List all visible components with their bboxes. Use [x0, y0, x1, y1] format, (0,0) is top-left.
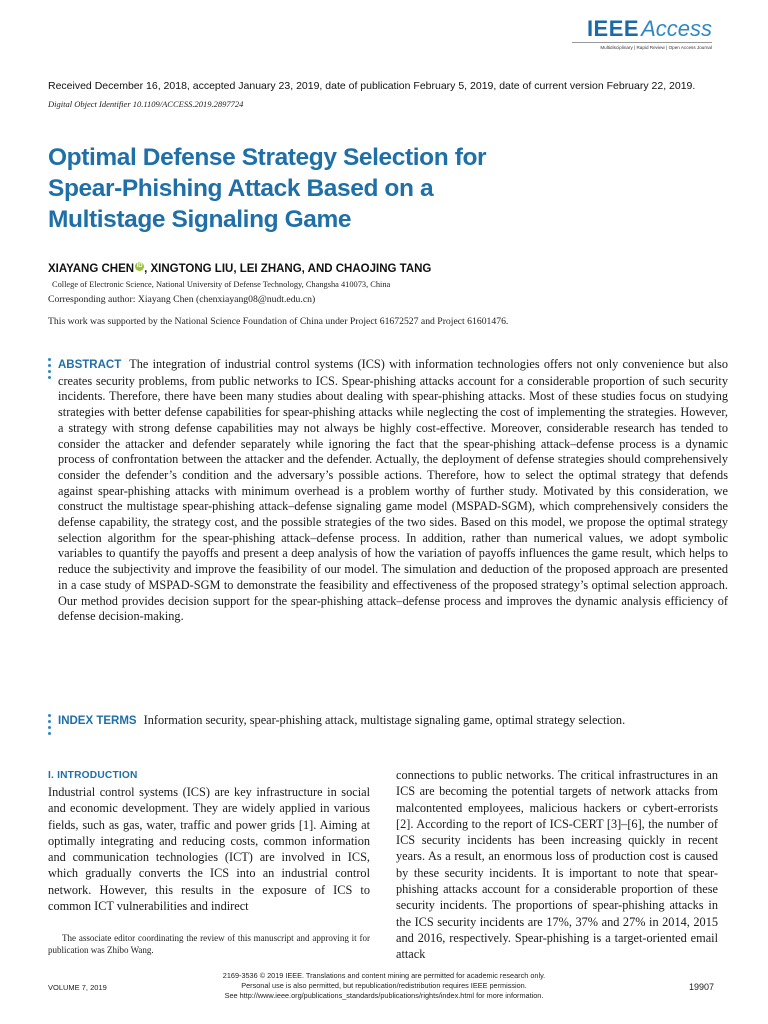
logo-tagline: Multidisciplinary | Rapid Review | Open Access Journal	[600, 45, 712, 50]
affiliation: College of Electronic Science, National University of Defense Technology, Changsha 410073, China	[52, 280, 391, 289]
logo-ieee-text: IEEE	[586, 16, 640, 41]
publication-dates: Received December 16, 2018, accepted January 23, 2019, date of publication February 5, 2019, date of current version February 22, 2019.	[48, 80, 696, 92]
abstract-label: ABSTRACT	[58, 359, 122, 371]
paper-title	[48, 142, 568, 235]
abstract-text: The integration of industrial control systems (ICS) with information technologies offers not only convenience but also creates security problems, from public networks to ICS. Spear-phishing attacks account for a considerable proportion of such security incidents. Therefore, there have been many studies about dealing with spear-phishing attacks. Most of these studies focus on studying strategies with better defense capabilities for spear-phishing attacks while neglecting the cost of implementing the strategies. However, a strategy with strong defense capabilities may not always be highly cost-effective. Moreover, considerable research has tended to consider the attacker and defender separately while ignoring the fact that the spear-phishing attack–defense process is a dynamic process of confrontation between the attacker and the defender. Actually, the deployment of defense strategies should comprehensively consider the defender’s condition and the adversary’s possible actions. Therefore, how to select the optimal strategy that defends against spear-phishing attacks with minimum overhead is a problem worthy of further study. Motivated by this consideration, we construct the multistage spear-phishing attack–defense signaling game model (MSPAD-SGM), which comprehensively considers the defense capability, the strategy cost, and the possible strategies of the two sides. Based on this model, we propose the optimal strategy selection algorithm for the spear-phishing attack–defense process. In addition, rather than numerical values, we adopt symbolic variables to quantify the payoffs and present a deep analysis of how the variation of payoffs influences the game result, which helps to reduce the subjectivity and improve the feasibility of our model. The simulation and deduction of the proposed approach are presented in a case study of MSPAD-SGM to demonstrate the feasibility and effectiveness of the proposed strategy’s optimal selection approach. Our method provides decision support for the spear-phishing attack–defense process and improves the dynamic analysis efficiency of defense decision-making.	[58, 357, 728, 624]
author-list	[48, 262, 431, 275]
intro-right-column	[396, 767, 718, 963]
logo-access-text: Access	[641, 16, 712, 41]
index-terms-text: Information security, spear-phishing attack, multistage signaling game, optimal strategy selection.	[143, 713, 626, 727]
index-terms	[58, 713, 728, 730]
section-heading: I. INTRODUCTION	[48, 770, 138, 781]
abstract-marker-icon	[48, 358, 51, 382]
copyright-line: Personal use is also permitted, but republication/redistribution requires IEEE permission.	[241, 981, 527, 990]
editor-footnote: The associate editor coordinating the review of this manuscript and approving it for publication was Zhibo Wang.	[48, 933, 370, 955]
funding-note: This work was supported by the National Science Foundation of China under Project 61672527 and Project 61601476.	[48, 316, 509, 327]
intro-right-text: connections to public networks. The critical infrastructures in an ICS are becoming the potential targets of network attacks from malcontented employees, malicious hackers or cybert-errorists [2]. According to the report of ICS-CERT [3]–[6], the number of ICS security incidents has been increasing quickly in recent years. As a result, an enormous loss of production cost is caused by these security incidents. It is important to note that spear-phishing attacks account for a considerable proportion of these security incidents. The proportions of spear-phishing attacks in the ICS security incidents are 17%, 37% and 27% in 2014, 2015 and 2016, respectively. Spear-phishing is a target-oriented email attack	[396, 768, 718, 962]
page-number: 19907	[688, 982, 714, 992]
first-author: XIAYANG CHEN	[48, 263, 135, 275]
other-authors: , XINGTONG LIU, LEI ZHANG, AND CHAOJING TANG	[144, 263, 432, 275]
copyright-line: See http://www.ieee.org/publications_standards/publications/rights/index.html for more information.	[224, 991, 544, 1000]
abstract	[58, 357, 728, 625]
title-line: Optimal Defense Strategy Selection for	[48, 144, 487, 171]
intro-left-text: Industrial control systems (ICS) are key infrastructure in social and economic development. They are widely applied in various fields, such as gas, water, traffic and power grids [1]. Aiming at optimally integrating and reducing costs, common information and communication technologies (ICT) are involved in ICS, which gradually converts the ICS into an industrial control network. However, this results in the exposure of ICS to common ICT vulnerabilities and indirect	[48, 785, 370, 914]
index-terms-marker-icon	[48, 714, 51, 738]
orcid-icon[interactable]: iD	[136, 263, 143, 269]
journal-logo	[572, 18, 712, 50]
logo-divider	[572, 42, 712, 43]
title-line: Spear-Phishing Attack Based on a	[48, 175, 434, 202]
doi-line: Digital Object Identifier 10.1109/ACCESS.2019.2897724	[48, 99, 244, 109]
index-terms-label: INDEX TERMS	[58, 715, 137, 727]
copyright-notice	[170, 971, 598, 1001]
volume-label: VOLUME 7, 2019	[48, 983, 107, 992]
intro-left-column	[48, 770, 370, 914]
corresponding-author: Corresponding author: Xiayang Chen (chenxiayang08@nudt.edu.cn)	[48, 294, 316, 305]
title-line: Multistage Signaling Game	[48, 206, 352, 233]
copyright-line: 2169-3536 © 2019 IEEE. Translations and content mining are permitted for academic research only.	[222, 971, 546, 980]
